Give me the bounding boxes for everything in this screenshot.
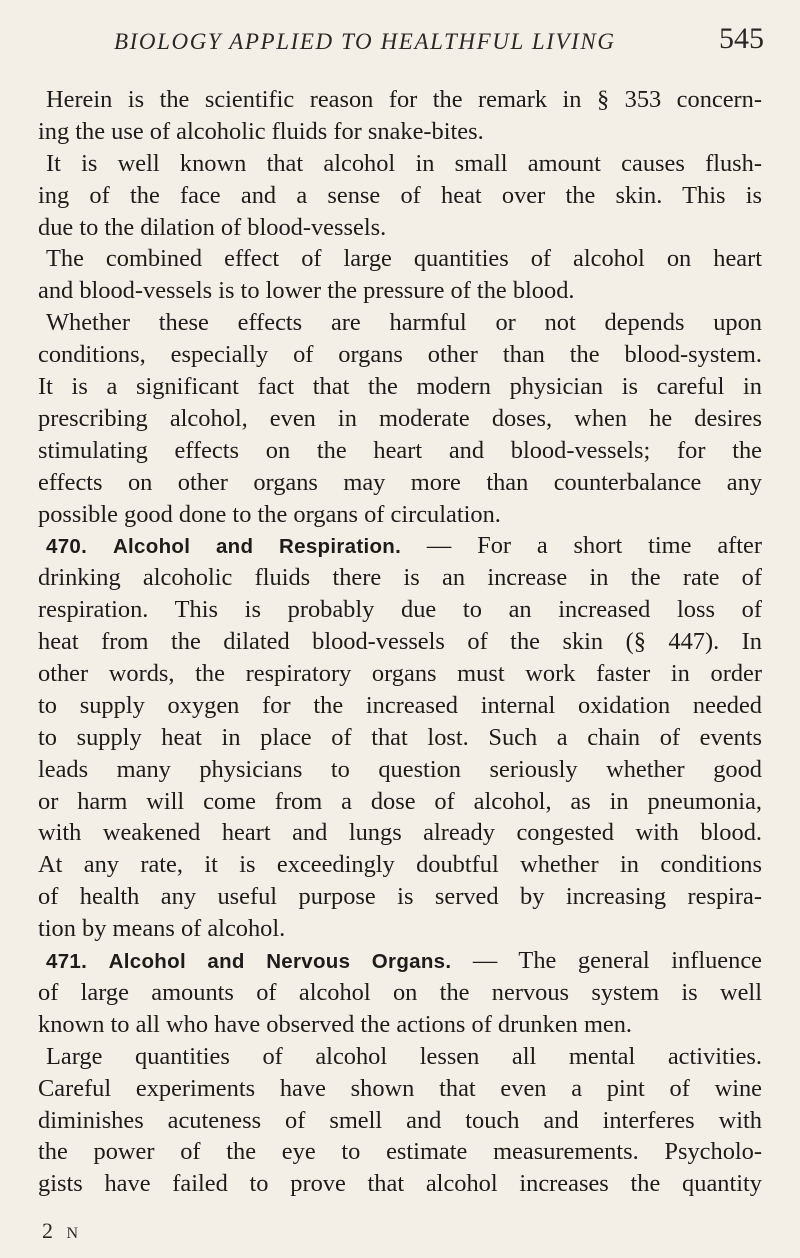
text-line: possible good done to the organs of circulation.: [38, 500, 501, 528]
text-line: prescribing alcohol, even in moderate doses, when he desires: [38, 404, 762, 432]
text-line: Careful experiments have shown that even a pint of wine: [38, 1074, 762, 1102]
text-line: heat from the dilated blood-vessels of the skin (§ 447). In: [38, 628, 762, 656]
section-heading-line: [38, 945, 762, 977]
signature-letter: N: [66, 1225, 80, 1242]
section-title: Alcohol and Nervous Organs.: [108, 950, 452, 974]
text-line: drinking alcoholic fluids there is an increase in the rate of: [38, 564, 762, 592]
text-line: with weakened heart and lungs already congested with blood.: [38, 819, 762, 847]
text-line: due to the dilation of blood-vessels.: [38, 213, 387, 241]
text-line: of large amounts of alcohol on the nervous system is well: [38, 978, 762, 1006]
text-line: of health any useful purpose is served by increasing respira-: [38, 883, 762, 911]
text-line: or harm will come from a dose of alcohol, as in pneumonia,: [38, 787, 762, 815]
section-number: 470.: [46, 535, 88, 559]
text-line: known to all who have observed the actions of drunken men.: [38, 1010, 633, 1038]
body-text: [38, 84, 762, 1200]
text-line: At any rate, it is exceedingly doubtful whether in conditions: [38, 851, 762, 879]
text-line: Whether these effects are harmful or not depends upon: [46, 309, 762, 337]
text-line: conditions, especially of organs other than the blood-system.: [38, 341, 762, 369]
text-line: gists have failed to prove that alcohol increases the quantity: [38, 1170, 762, 1198]
text-line: diminishes acuteness of smell and touch and interferes with: [38, 1106, 762, 1134]
text-line: ing of the face and a sense of heat over the skin. This is: [38, 181, 762, 209]
running-head: [0, 20, 800, 60]
text-line: to supply oxygen for the increased internal oxidation needed: [38, 691, 762, 719]
text-line: ing the use of alcoholic fluids for snake-bites.: [38, 117, 484, 145]
text-line: tion by means of alcohol.: [38, 915, 286, 943]
section-lead-text: — For a short time after: [401, 532, 762, 560]
section-heading-line: [38, 530, 762, 562]
printer-signature-mark: [42, 1218, 79, 1244]
text-line: Large quantities of alcohol lessen all mental activities.: [46, 1042, 762, 1070]
page-number: 545: [719, 22, 764, 55]
text-line: effects on other organs may more than counterbalance any: [38, 468, 762, 496]
section-number: 471.: [46, 950, 88, 974]
section-title: Alcohol and Respiration.: [112, 535, 402, 559]
text-line: to supply heat in place of that lost. Such a chain of events: [38, 723, 762, 751]
signature-number: 2: [42, 1218, 57, 1243]
text-line: stimulating effects on the heart and blood-vessels; for the: [38, 436, 762, 464]
text-line: It is a significant fact that the modern physician is careful in: [38, 373, 762, 401]
running-title: BIOLOGY APPLIED TO HEALTHFUL LIVING: [114, 29, 616, 54]
text-line: leads many physicians to question seriously whether good: [38, 755, 762, 783]
text-line: the power of the eye to estimate measurements. Psycholo-: [38, 1138, 762, 1166]
section-lead-text: — The general influence: [451, 947, 762, 975]
text-line: The combined effect of large quantities of alcohol on heart: [46, 245, 762, 273]
text-line: and blood-vessels is to lower the pressure of the blood.: [38, 277, 575, 305]
text-line: respiration. This is probably due to an increased loss of: [38, 596, 762, 624]
text-line: It is well known that alcohol in small amount causes flush-: [46, 149, 762, 177]
text-line: other words, the respiratory organs must work faster in order: [38, 660, 762, 688]
text-line: Herein is the scientific reason for the remark in § 353 concern-: [46, 86, 762, 113]
